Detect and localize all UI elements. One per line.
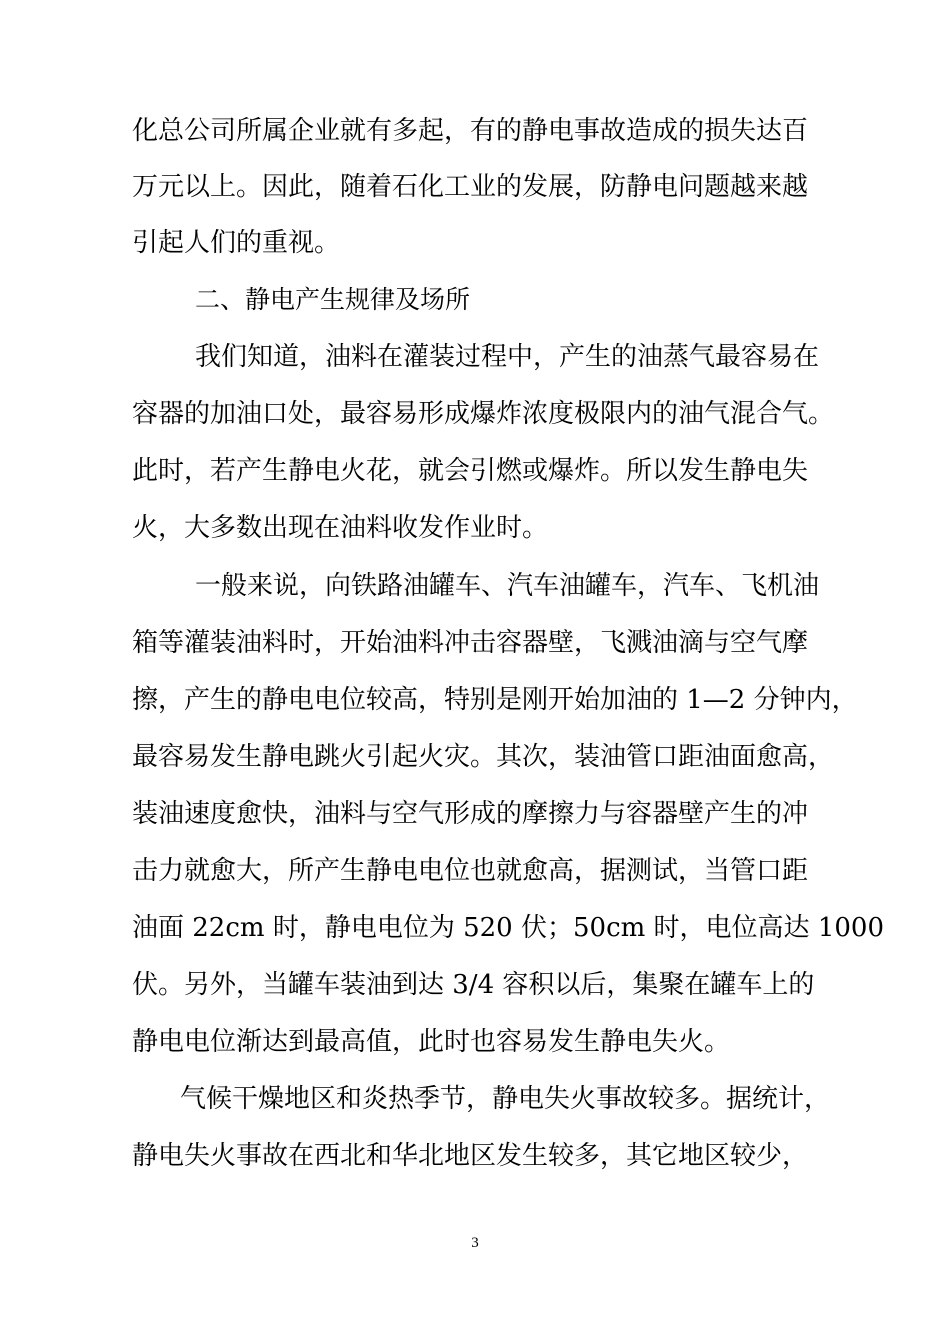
body-text-line: 此时，若产生静电火花，就会引燃或爆炸。所以发生静电失 [132, 456, 809, 486]
body-text-line: 我们知道，油料在灌装过程中，产生的油蒸气最容易在 [195, 342, 820, 372]
body-text-line: 伏。另外，当罐车装油到达 3/4 容积以后，集聚在罐车上的 [132, 970, 815, 1000]
body-text-line: 万元以上。因此，随着石化工业的发展，防静电问题越来越 [132, 172, 809, 202]
body-text-line: 容器的加油口处，最容易形成爆炸浓度极限内的油气混合气。 [132, 399, 835, 429]
body-text-line: 静电电位渐达到最高值，此时也容易发生静电失火。 [132, 1027, 731, 1057]
body-text-line: 气候干燥地区和炎热季节，静电失火事故较多。据统计， [180, 1084, 831, 1114]
body-text-line: 油面 22cm 时，静电电位为 520 伏；50cm 时，电位高达 1000 [132, 913, 884, 943]
body-text-line: 火，大多数出现在油料收发作业时。 [132, 513, 549, 543]
body-text-line: 最容易发生静电跳火引起火灾。其次，装油管口距油面愈高， [132, 742, 835, 772]
body-text-line: 静电失火事故在西北和华北地区发生较多，其它地区较少， [132, 1141, 809, 1171]
body-text-line: 箱等灌装油料时，开始油料冲击容器壁，飞溅油滴与空气摩 [132, 628, 809, 658]
body-text-line: 引起人们的重视。 [132, 228, 341, 258]
body-text-line: 一般来说，向铁路油罐车、汽车油罐车，汽车、飞机油 [195, 571, 820, 601]
page-number: 3 [471, 1235, 479, 1251]
body-text-line: 装油速度愈快，油料与空气形成的摩擦力与容器壁产生的冲 [132, 799, 809, 829]
body-text-line: 擦，产生的静电电位较高，特别是刚开始加油的 1—2 分钟内， [132, 685, 858, 715]
section-heading: 二、静电产生规律及场所 [195, 285, 471, 314]
body-text-line: 击力就愈大，所产生静电电位也就愈高，据测试，当管口距 [132, 856, 809, 886]
body-text-line: 化总公司所属企业就有多起，有的静电事故造成的损失达百 [132, 116, 809, 146]
